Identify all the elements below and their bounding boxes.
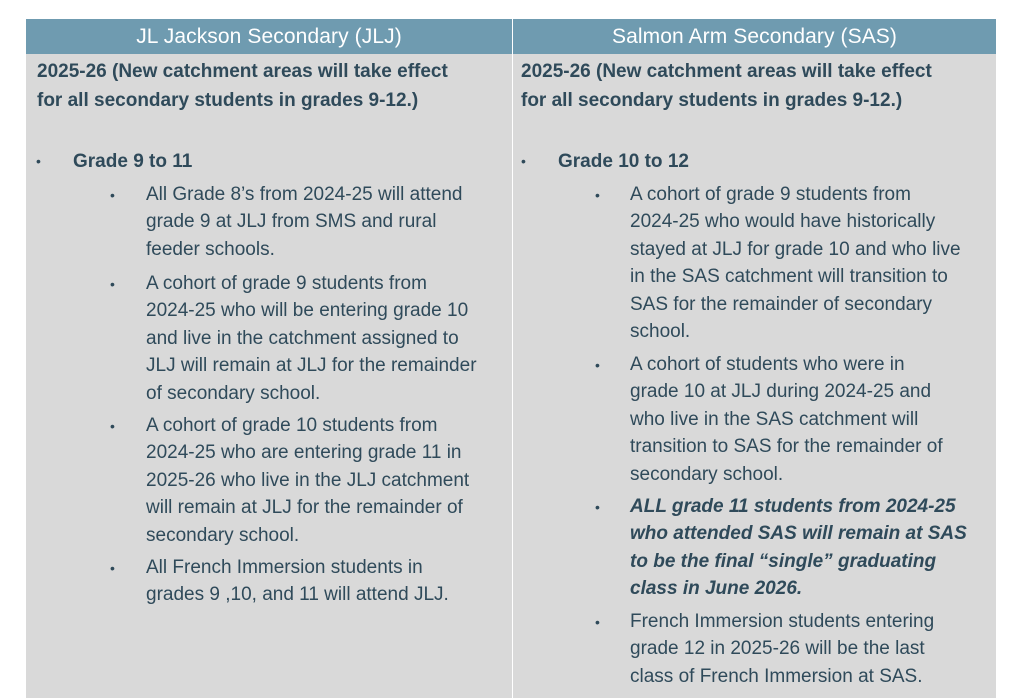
list-item-line: secondary school. [630,463,784,485]
list-item [630,181,961,345]
bullet-icon: • [521,153,526,169]
grade-heading-jlj: Grade 9 to 11 [73,151,193,172]
list-item-line: stayed at JLJ for grade 10 and who live [630,238,961,260]
list-item-line: secondary school. [146,524,300,546]
list-item [146,270,477,407]
list-item-line: class in June 2026. [630,578,803,600]
list-item-line: A cohort of grade 10 students from [146,415,438,436]
catchment-table [26,19,996,698]
bullet-icon: • [595,187,600,203]
bullet-icon: • [110,187,115,203]
list-item-line: will remain at JLJ for the remainder of [146,497,463,519]
bullet-icon: • [595,499,600,515]
list-item-line: grades 9 ,10, and 11 will attend JLJ. [146,584,449,606]
list-item-line: to be the final “single” graduating [630,550,937,572]
list-item-line: school. [630,321,691,343]
list-item-line: transition to SAS for the remainder of [630,436,943,458]
list-item-line: 2024-25 who are entering grade 11 in [146,442,462,464]
header-jlj [26,19,512,54]
list-item-line: of secondary school. [146,382,321,404]
list-item [630,351,943,488]
header-jlj-label: JL Jackson Secondary (JLJ) [136,24,402,48]
list-item-line: French Immersion students entering [630,611,935,632]
list-item-line: All Grade 8’s from 2024-25 will attend [146,184,463,205]
list-item-line: A cohort of students who were in [630,354,905,375]
header-sas [512,19,996,54]
list-item-line: All French Immersion students in [146,557,423,578]
column-sas [512,54,996,698]
list-item-line: SAS for the remainder of secondary [630,293,933,315]
grade-heading-sas: Grade 10 to 12 [558,151,689,172]
list-item-line: 2025-26 who live in the JLJ catchment [146,469,470,491]
bullet-icon: • [595,357,600,373]
bullet-icon: • [595,614,600,630]
bullet-icon: • [110,560,115,576]
bullet-icon: • [110,276,115,292]
list-item-line: 2024-25 who would have historically [630,211,936,233]
list-item [630,608,934,690]
list-item-line: and live in the catchment assigned to [146,327,459,349]
list-item-line: JLJ will remain at JLJ for the remainder [146,355,477,377]
bullet-icon: • [36,153,41,169]
list-item [146,554,449,609]
list-item-line: in the SAS catchment will transition to [630,266,948,288]
intro-sas-line1: 2025-26 (New catchment areas will take effect [521,61,932,82]
list-item-line: class of French Immersion at SAS. [630,665,923,687]
list-item [146,412,469,549]
list-item-line: feeder schools. [146,238,275,260]
intro-jlj-line2: for all secondary students in grades 9-12.) [37,90,419,111]
list-item-line: grade 10 at JLJ during 2024-25 and [630,381,932,403]
list-item-line: grade 9 at JLJ from SMS and rural [146,211,437,233]
intro-sas-line2: for all secondary students in grades 9-12.) [521,90,903,111]
list-item-line: who live in the SAS catchment will [630,408,919,430]
bullet-icon: • [110,418,115,434]
intro-jlj [37,57,448,115]
list-item-line: ALL grade 11 students from 2024-25 [630,496,956,517]
list-item [146,181,462,263]
intro-jlj-line1: 2025-26 (New catchment areas will take effect [37,61,448,82]
list-item-line: grade 12 in 2025-26 will be the last [630,638,925,660]
intro-sas [521,57,932,115]
list-item-line: A cohort of grade 9 students from [146,273,427,294]
list-item-line: who attended SAS will remain at SAS [630,523,967,545]
list-item-emphasis [630,493,967,603]
column-jlj [26,54,512,698]
list-item-line: 2024-25 who will be entering grade 10 [146,300,469,322]
list-item-line: A cohort of grade 9 students from [630,184,911,205]
header-sas-label: Salmon Arm Secondary (SAS) [611,24,898,48]
